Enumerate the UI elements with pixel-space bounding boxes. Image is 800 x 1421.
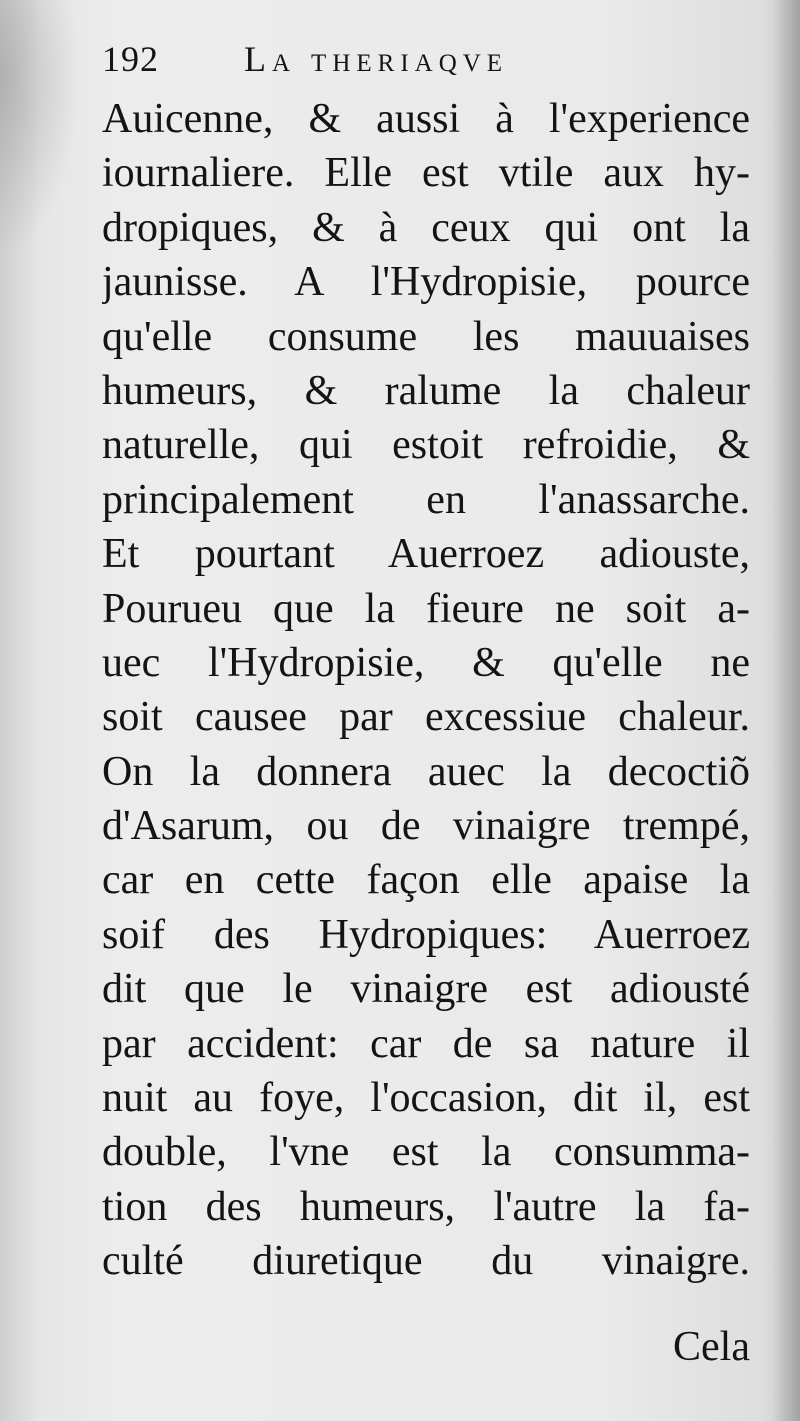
text-line: Pourueu que la fieure ne soit a- [102, 585, 750, 632]
text-line: soit causee par excessiue chaleur. [102, 694, 750, 741]
text-line: iournaliere. Elle est vtile aux hy- [102, 150, 750, 197]
page-header [102, 38, 752, 88]
text-line: tion des humeurs, l'autre la fa- [102, 1183, 750, 1230]
text-line: Et pourtant Auerroez adiouste, [102, 531, 750, 578]
catchword: Cela [673, 1324, 750, 1370]
text-line: On la donnera auec la decoctiõ [102, 748, 750, 795]
running-title: La theriaqve [244, 39, 509, 79]
text-line: par accident: car de sa nature il [102, 1020, 750, 1067]
text-line: principalement en l'anassarche. [102, 476, 750, 523]
text-line: jaunisse. A l'Hydropisie, pource [102, 259, 750, 306]
text-line: humeurs, & ralume la chaleur [102, 367, 750, 414]
page-edge-shadow [772, 0, 800, 1421]
body-text [102, 92, 750, 1289]
text-line: car en cette façon elle apaise la [102, 857, 750, 904]
text-line: dit que le vinaigre est adiousté [102, 966, 750, 1013]
text-line: Auicenne, & aussi à l'experience [102, 96, 750, 142]
text-line: dropiques, & à ceux qui ont la [102, 204, 750, 251]
text-line: culté diuretique du vinaigre. [102, 1238, 750, 1285]
text-line: nuit au foye, l'occasion, dit il, est [102, 1075, 750, 1122]
text-line: naturelle, qui estoit refroidie, & [102, 422, 750, 469]
text-line: uec l'Hydropisie, & qu'elle ne [102, 639, 750, 686]
text-line: qu'elle consume les mauuaises [102, 313, 750, 360]
page-stain [0, 0, 80, 260]
page-number: 192 [102, 39, 159, 79]
text-line: double, l'vne est la consumma- [102, 1129, 750, 1176]
text-line: d'Asarum, ou de vinaigre trempé, [102, 803, 750, 850]
text-line: soif des Hydropiques: Auerroez [102, 911, 750, 958]
